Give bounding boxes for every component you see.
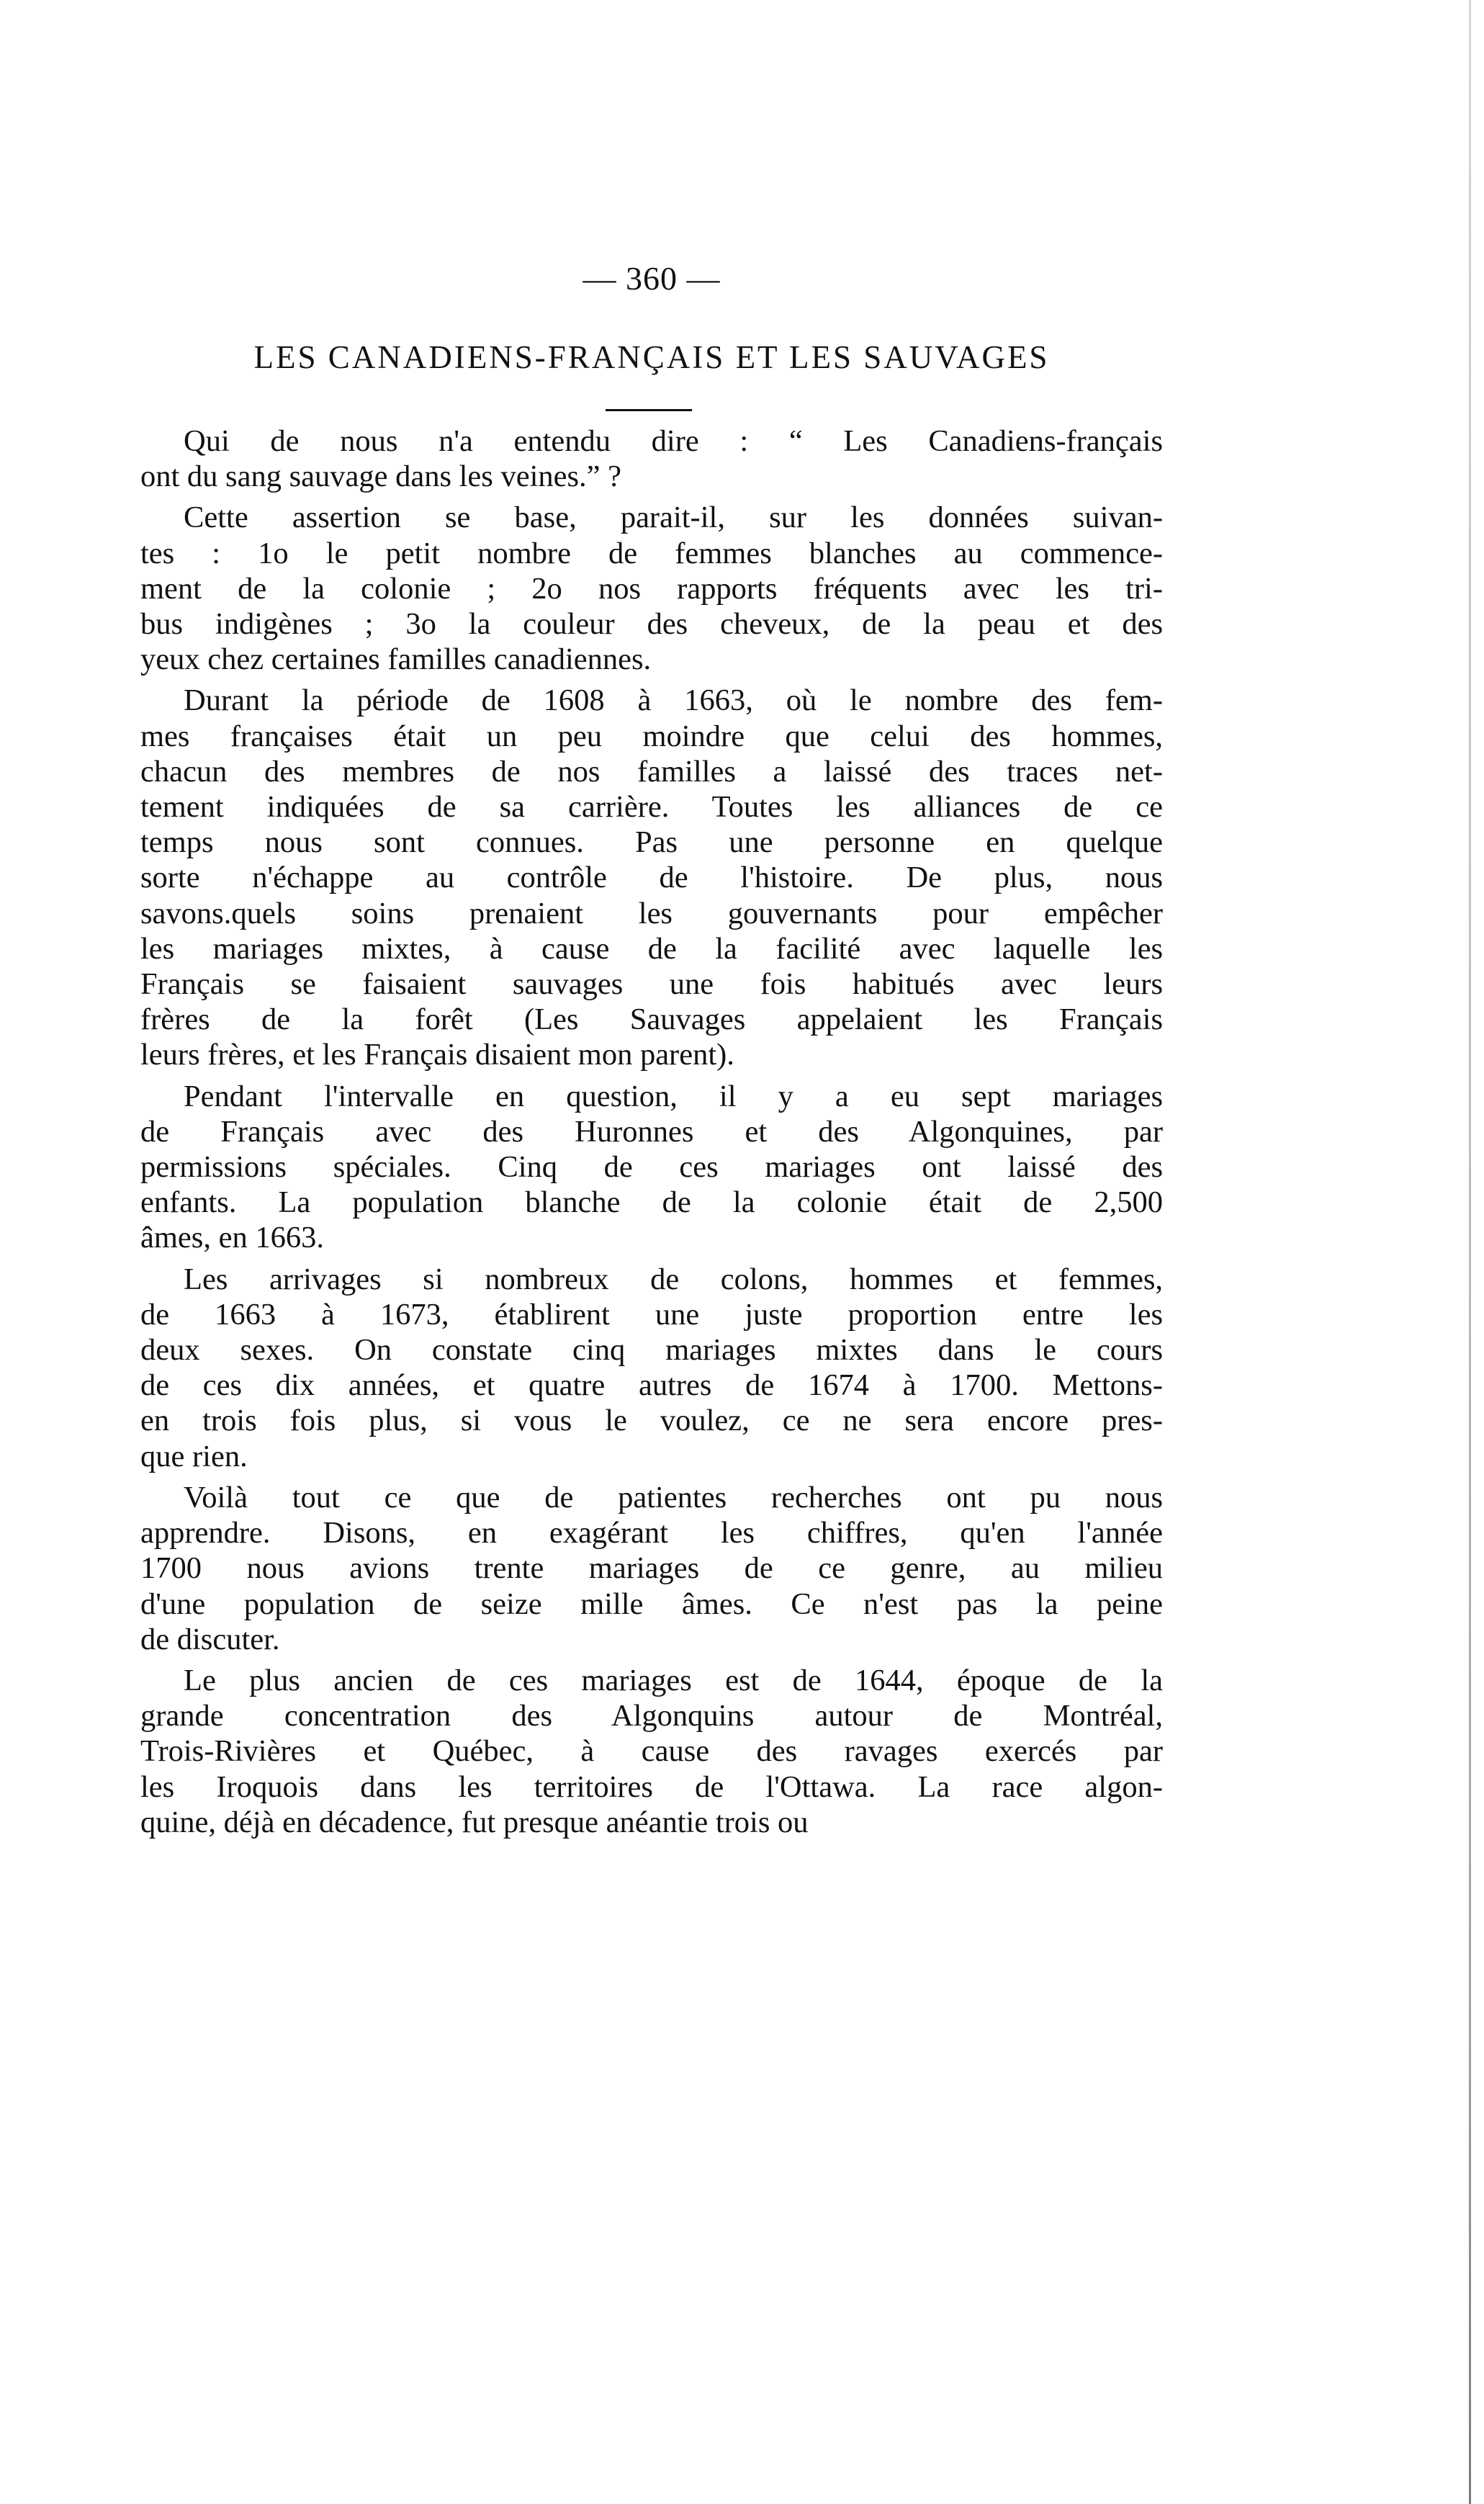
text-line: Pendant l'intervalle en question, il y a eu sept mariages [184, 1079, 1163, 1113]
text-line: apprendre. Disons, en exagérant les chiffres, qu'en l'année [140, 1516, 1163, 1551]
title-divider [606, 409, 692, 411]
text-line: temps nous sont connues. Pas une personne en quelque [140, 825, 1163, 860]
text-line: leurs frères, et les Français disaient mon parent). [140, 1038, 734, 1072]
text-line: Voilà tout ce que de patientes recherches ont pu nous [184, 1480, 1163, 1514]
text-line: 1700 nous avions trente mariages de ce genre, au milieu [140, 1551, 1163, 1586]
text-line: enfants. La population blanche de la colonie était de 2,500 [140, 1185, 1163, 1220]
paragraph [140, 1480, 1163, 1657]
paragraph [140, 500, 1163, 677]
text-line: en trois fois plus, si vous le voulez, ce ne sera encore pres- [140, 1404, 1163, 1438]
paragraph [140, 1663, 1163, 1840]
paragraph [140, 1079, 1163, 1256]
text-line: deux sexes. On constate cinq mariages mixtes dans le cours [140, 1333, 1163, 1368]
document-page [140, 0, 1163, 2504]
text-line: chacun des membres de nos familles a laissé des traces net- [140, 754, 1163, 789]
text-line: les Iroquois dans les territoires de l'Ottawa. La race algon- [140, 1769, 1163, 1804]
text-line: quine, déjà en décadence, fut presque anéantie trois ou [140, 1805, 809, 1839]
text-line: permissions spéciales. Cinq de ces mariages ont laissé des [140, 1150, 1163, 1185]
text-line: ment de la colonie ; 2o nos rapports fréquents avec les tri- [140, 571, 1163, 606]
text-line: de discuter. [140, 1622, 280, 1656]
text-line: Français se faisaient sauvages une fois habitués avec leurs [140, 967, 1163, 1002]
text-line: âmes, en 1663. [140, 1221, 324, 1255]
text-line: Qui de nous n'a entendu dire : “ Les Canadiens-français [184, 424, 1163, 458]
text-line: d'une population de seize mille âmes. Ce n'est pas la peine [140, 1587, 1163, 1621]
article-body [140, 423, 1163, 1846]
text-line: de 1663 à 1673, établirent une juste proportion entre les [140, 1297, 1163, 1332]
text-line: grande concentration des Algonquins autour de Montréal, [140, 1699, 1163, 1733]
text-line: Durant la période de 1608 à 1663, où le nombre des fem- [184, 683, 1163, 718]
text-line: les mariages mixtes, à cause de la facilité avec laquelle les [140, 931, 1163, 966]
paragraph [140, 683, 1163, 1072]
text-line: bus indigènes ; 3o la couleur des cheveux, de la peau et des [140, 607, 1163, 642]
text-line: frères de la forêt (Les Sauvages appelaient les Français [140, 1002, 1163, 1037]
article-title: LES CANADIENS-FRANÇAIS ET LES SAUVAGES [253, 339, 1050, 375]
text-line: mes françaises était un peu moindre que celui des hommes, [140, 719, 1163, 753]
text-line: Les arrivages si nombreux de colons, hommes et femmes, [184, 1262, 1163, 1296]
text-line: tement indiquées de sa carrière. Toutes les alliances de ce [140, 790, 1163, 825]
paragraph [140, 423, 1163, 494]
page-edge-shadow [1469, 0, 1471, 2504]
text-line: Le plus ancien de ces mariages est de 1644, époque de la [184, 1663, 1163, 1697]
paragraph [140, 1262, 1163, 1474]
text-line: savons.quels soins prenaient les gouvernants pour empêcher [140, 896, 1163, 930]
text-line: tes : 1o le petit nombre de femmes blanches au commence- [140, 536, 1163, 570]
text-line: Cette assertion se base, parait-il, sur les données suivan- [184, 501, 1163, 535]
page-number: — 360 — [583, 260, 721, 297]
text-line: sorte n'échappe au contrôle de l'histoire. De plus, nous [140, 861, 1163, 895]
text-line: Trois-Rivières et Québec, à cause des ravages exercés par [140, 1734, 1163, 1769]
text-line: que rien. [140, 1439, 248, 1473]
text-line: de Français avec des Huronnes et des Algonquines, par [140, 1114, 1163, 1149]
text-line: de ces dix années, et quatre autres de 1674 à 1700. Mettons- [140, 1368, 1163, 1403]
text-line: ont du sang sauvage dans les veines.” ? [140, 459, 622, 494]
text-line: yeux chez certaines familles canadiennes. [140, 642, 652, 677]
